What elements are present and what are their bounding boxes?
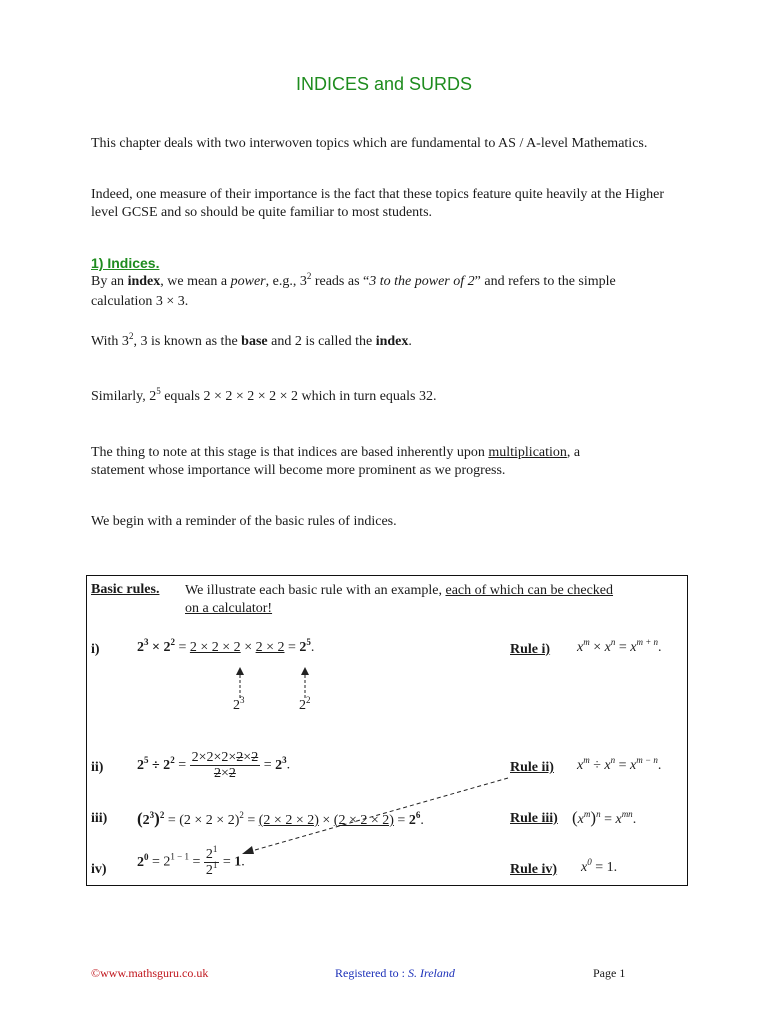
- example-iv: $2^0 = 2^{1 - 1}$ = $\frac{2^1}{2^1}$ = 1.: [137, 844, 245, 878]
- basic-rules-intro: We illustrate each basic rule with an example, each of which can be checked on a calculator!: [185, 583, 614, 616]
- indices-heading: 1) Indices.: [91, 255, 160, 271]
- index-definition: By an index, we mean a power, e.g., $3^2$ reads as “3 to the power of 2” and refers to the simple calculation 3 × 3.: [91, 271, 616, 309]
- rule-ii-formula: $x^m \div x^n = x^{m - n}$.: [577, 755, 662, 773]
- similarly-sentence: Similarly, $2^5$ equals 2 × 2 × 2 × 2 × 2 which in turn equals 32.: [91, 386, 437, 404]
- rule-iv-label: Rule iv): [510, 862, 558, 877]
- basic-rules-heading: Basic rules.: [91, 582, 160, 597]
- intro-paragraph-1: This chapter deals with two interwoven topics which are fundamental to AS / A-level Mathematics.: [91, 136, 648, 151]
- note-paragraph: The thing to note at this stage is that indices are based inherently upon multiplication, a statement whose importance will become more prominent as we progress.: [91, 445, 581, 478]
- annotation-2-cubed: $2^3$: [233, 695, 245, 713]
- example-ii: $2^5 \div 2^2$ = $\frac{2\times 2\times 2\times 2\times 2}{2\times 2}$ = $2^3$.: [137, 750, 291, 781]
- annotation-2-squared: $2^2$: [299, 695, 311, 713]
- row-label-iii: iii): [91, 811, 108, 826]
- row-label-ii: ii): [91, 760, 104, 775]
- footer-site-link[interactable]: ©www.mathsguru.co.uk: [91, 966, 209, 980]
- page-title: INDICES and SURDS: [295, 74, 473, 94]
- rule-i-label: Rule i): [510, 642, 551, 657]
- example-i: $2^3 \times 2^2 = 2 \times 2 \times 2 \times 2 \times 2 = 2^5$.: [137, 637, 315, 655]
- footer-page-number: Page 1: [593, 966, 626, 980]
- section-heading: [91, 254, 691, 274]
- base-index-sentence: With $3^2$, 3 is known as the base and 2 is called the index.: [91, 331, 412, 349]
- example-iii: $(2^3)^2 = (2 \times 2 \times 2)^2 = (2 \times 2 \times 2) \times (2 \times 2 \times 2) = 2^6$.: [137, 809, 424, 828]
- begin-sentence: We begin with a reminder of the basic rules of indices.: [91, 514, 397, 529]
- rule-iii-formula: $(x^m)^n = x^{mn}$.: [572, 808, 637, 827]
- row-label-iv: iv): [91, 862, 107, 877]
- rule-iv-formula: $x^0 = 1$.: [581, 857, 618, 875]
- footer-registration: Registered to : S. Ireland: [335, 966, 455, 980]
- rule-iii-label: Rule iii): [510, 811, 558, 826]
- row-label-i: i): [91, 642, 100, 657]
- rule-i-formula: $x^m \times x^n = x^{m + n}$.: [577, 637, 662, 655]
- connector-arrow: [230, 772, 520, 862]
- rule-ii-label: Rule ii): [510, 760, 554, 775]
- intro-paragraph-2: Indeed, one measure of their importance is the fact that these topics feature quite heavily at the Higher level GCSE and so should be quite familiar to most students.: [91, 187, 664, 220]
